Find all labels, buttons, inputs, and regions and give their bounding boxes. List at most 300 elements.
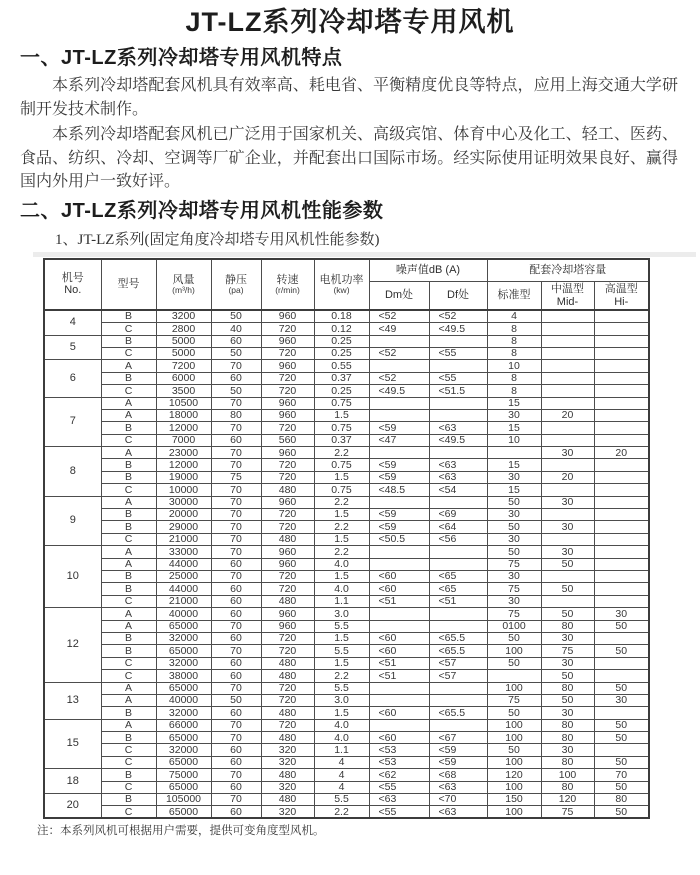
noise-dm-cell: <51 bbox=[369, 670, 429, 682]
model-cell: B bbox=[101, 422, 156, 434]
capacity-standard-cell: 8 bbox=[487, 323, 541, 335]
capacity-standard-cell bbox=[487, 670, 541, 682]
col-header-capacity-hi bbox=[594, 282, 649, 311]
airflow-cell: 65000 bbox=[156, 781, 211, 793]
noise-df-cell bbox=[429, 608, 487, 620]
speed-cell: 960 bbox=[261, 608, 314, 620]
col-header-capacity-standard: 标准型 bbox=[487, 282, 541, 311]
section2-heading: 二、JT-LZ系列冷却塔专用风机性能参数 bbox=[20, 199, 384, 222]
static-pressure-cell: 70 bbox=[211, 360, 261, 372]
capacity-mid-cell bbox=[541, 595, 594, 607]
noise-df-cell: <52 bbox=[429, 310, 487, 322]
capacity-standard-cell: 8 bbox=[487, 347, 541, 359]
model-cell: C bbox=[101, 657, 156, 669]
table-row bbox=[44, 422, 649, 434]
speed-cell: 480 bbox=[261, 484, 314, 496]
motor-power-cell: 3.0 bbox=[314, 608, 369, 620]
table-row bbox=[44, 719, 649, 731]
speed-cell: 960 bbox=[261, 335, 314, 347]
airflow-cell: 2800 bbox=[156, 323, 211, 335]
static-pressure-cell: 60 bbox=[211, 335, 261, 347]
motor-power-cell: 4 bbox=[314, 781, 369, 793]
noise-dm-cell: <59 bbox=[369, 521, 429, 533]
airflow-cell: 33000 bbox=[156, 546, 211, 558]
model-cell: C bbox=[101, 323, 156, 335]
noise-df-cell bbox=[429, 719, 487, 731]
capacity-mid-cell: 30 bbox=[541, 521, 594, 533]
table-caption: 1、JT-LZ系列(固定角度冷却塔专用风机性能参数) bbox=[55, 231, 380, 248]
motor-power-cell: 2.2 bbox=[314, 670, 369, 682]
noise-df-cell: <63 bbox=[429, 422, 487, 434]
table-row bbox=[44, 397, 649, 409]
capacity-standard-cell: 75 bbox=[487, 608, 541, 620]
speed-cell: 720 bbox=[261, 583, 314, 595]
airflow-cell: 38000 bbox=[156, 670, 211, 682]
table-row bbox=[44, 707, 649, 719]
static-pressure-cell: 70 bbox=[211, 719, 261, 731]
machine-no-cell: 20 bbox=[44, 794, 101, 819]
noise-df-cell: <69 bbox=[429, 509, 487, 521]
airflow-cell: 30000 bbox=[156, 496, 211, 508]
capacity-hi-cell bbox=[594, 409, 649, 421]
capacity-standard-cell: 30 bbox=[487, 471, 541, 483]
table-row bbox=[44, 447, 649, 459]
table-header-row-1 bbox=[44, 259, 649, 282]
capacity-hi-cell: 50 bbox=[594, 756, 649, 768]
noise-df-cell: <65 bbox=[429, 583, 487, 595]
capacity-hi-cell: 30 bbox=[594, 608, 649, 620]
table-row bbox=[44, 471, 649, 483]
model-cell: C bbox=[101, 756, 156, 768]
static-pressure-cell: 60 bbox=[211, 806, 261, 818]
col-header-machine-no-cn: 机号 bbox=[61, 271, 84, 284]
capacity-hi-cell bbox=[594, 471, 649, 483]
model-cell: A bbox=[101, 620, 156, 632]
model-cell: B bbox=[101, 509, 156, 521]
airflow-cell: 105000 bbox=[156, 794, 211, 806]
static-pressure-cell: 70 bbox=[211, 682, 261, 694]
model-cell: C bbox=[101, 744, 156, 756]
noise-dm-cell bbox=[369, 360, 429, 372]
motor-power-cell: 0.75 bbox=[314, 397, 369, 409]
noise-dm-cell: <62 bbox=[369, 769, 429, 781]
static-pressure-cell: 70 bbox=[211, 484, 261, 496]
motor-power-cell: 1.5 bbox=[314, 707, 369, 719]
table-row bbox=[44, 657, 649, 669]
noise-dm-cell bbox=[369, 397, 429, 409]
noise-df-cell: <65 bbox=[429, 570, 487, 582]
capacity-hi-cell bbox=[594, 360, 649, 372]
static-pressure-cell: 60 bbox=[211, 657, 261, 669]
col-header-noise-dm: Dm处 bbox=[369, 282, 429, 311]
noise-df-cell: <63 bbox=[429, 459, 487, 471]
airflow-cell: 40000 bbox=[156, 608, 211, 620]
capacity-mid-cell: 80 bbox=[541, 682, 594, 694]
table-row bbox=[44, 595, 649, 607]
capacity-standard-cell: 50 bbox=[487, 521, 541, 533]
noise-dm-cell: <50.5 bbox=[369, 533, 429, 545]
capacity-hi-cell bbox=[594, 509, 649, 521]
table-row bbox=[44, 533, 649, 545]
table-row bbox=[44, 310, 649, 322]
model-cell: A bbox=[101, 558, 156, 570]
noise-dm-cell: <60 bbox=[369, 583, 429, 595]
motor-power-cell: 4.0 bbox=[314, 719, 369, 731]
model-cell: B bbox=[101, 794, 156, 806]
noise-df-cell: <65.5 bbox=[429, 707, 487, 719]
capacity-hi-cell bbox=[594, 707, 649, 719]
airflow-cell: 25000 bbox=[156, 570, 211, 582]
capacity-standard-cell bbox=[487, 447, 541, 459]
motor-power-cell: 1.5 bbox=[314, 657, 369, 669]
col-header-capacity-mid-en: Mid- bbox=[556, 295, 579, 308]
speed-cell: 720 bbox=[261, 422, 314, 434]
static-pressure-cell: 70 bbox=[211, 496, 261, 508]
col-header-model: 型号 bbox=[101, 259, 156, 311]
model-cell: B bbox=[101, 335, 156, 347]
noise-df-cell: <65.5 bbox=[429, 645, 487, 657]
capacity-standard-cell: 10 bbox=[487, 434, 541, 446]
capacity-mid-cell bbox=[541, 509, 594, 521]
motor-power-cell: 0.25 bbox=[314, 385, 369, 397]
static-pressure-cell: 70 bbox=[211, 521, 261, 533]
capacity-hi-cell bbox=[594, 484, 649, 496]
static-pressure-cell: 70 bbox=[211, 620, 261, 632]
noise-df-cell bbox=[429, 558, 487, 570]
motor-power-cell: 1.5 bbox=[314, 570, 369, 582]
noise-dm-cell: <55 bbox=[369, 781, 429, 793]
machine-no-cell: 9 bbox=[44, 496, 101, 546]
speed-cell: 960 bbox=[261, 360, 314, 372]
table-row bbox=[44, 385, 649, 397]
capacity-hi-cell: 80 bbox=[594, 794, 649, 806]
airflow-cell: 3500 bbox=[156, 385, 211, 397]
static-pressure-cell: 80 bbox=[211, 409, 261, 421]
machine-no-cell: 18 bbox=[44, 769, 101, 794]
paragraph-features-1: 本系列冷却塔配套风机具有效率高、耗电省、平衡精度优良等特点，应用上海交通大学研制开发技术制作。 bbox=[20, 77, 678, 118]
capacity-hi-cell bbox=[594, 496, 649, 508]
speed-cell: 960 bbox=[261, 620, 314, 632]
airflow-cell: 10000 bbox=[156, 484, 211, 496]
capacity-standard-cell: 100 bbox=[487, 806, 541, 818]
noise-dm-cell bbox=[369, 620, 429, 632]
capacity-hi-cell bbox=[594, 583, 649, 595]
static-pressure-cell: 70 bbox=[211, 533, 261, 545]
col-header-airflow bbox=[156, 259, 211, 311]
capacity-mid-cell: 30 bbox=[541, 632, 594, 644]
model-cell: B bbox=[101, 372, 156, 384]
airflow-cell: 65000 bbox=[156, 756, 211, 768]
noise-dm-cell bbox=[369, 546, 429, 558]
capacity-standard-cell: 30 bbox=[487, 570, 541, 582]
col-header-motor-power-unit: (kw) bbox=[333, 285, 350, 296]
scan-artifact-band bbox=[33, 252, 696, 257]
airflow-cell: 12000 bbox=[156, 422, 211, 434]
noise-df-cell: <55 bbox=[429, 347, 487, 359]
capacity-standard-cell: 150 bbox=[487, 794, 541, 806]
col-header-capacity-group: 配套冷却塔容量 bbox=[487, 259, 649, 282]
noise-dm-cell bbox=[369, 409, 429, 421]
speed-cell: 960 bbox=[261, 447, 314, 459]
table-row bbox=[44, 769, 649, 781]
capacity-mid-cell: 120 bbox=[541, 794, 594, 806]
model-cell: C bbox=[101, 347, 156, 359]
col-header-static-pressure bbox=[211, 259, 261, 311]
model-cell: B bbox=[101, 459, 156, 471]
motor-power-cell: 4 bbox=[314, 756, 369, 768]
model-cell: B bbox=[101, 570, 156, 582]
noise-dm-cell: <60 bbox=[369, 732, 429, 744]
static-pressure-cell: 70 bbox=[211, 546, 261, 558]
model-cell: A bbox=[101, 397, 156, 409]
capacity-hi-cell: 50 bbox=[594, 645, 649, 657]
col-header-static-pressure-unit: (pa) bbox=[228, 285, 244, 296]
capacity-hi-cell bbox=[594, 434, 649, 446]
capacity-mid-cell: 20 bbox=[541, 409, 594, 421]
static-pressure-cell: 60 bbox=[211, 434, 261, 446]
machine-no-cell: 7 bbox=[44, 397, 101, 447]
airflow-cell: 32000 bbox=[156, 632, 211, 644]
noise-dm-cell: <60 bbox=[369, 632, 429, 644]
noise-df-cell: <67 bbox=[429, 732, 487, 744]
model-cell: B bbox=[101, 707, 156, 719]
speed-cell: 960 bbox=[261, 397, 314, 409]
noise-df-cell bbox=[429, 546, 487, 558]
col-header-motor-power bbox=[314, 259, 369, 311]
capacity-mid-cell: 50 bbox=[541, 558, 594, 570]
capacity-standard-cell: 100 bbox=[487, 682, 541, 694]
table-row bbox=[44, 645, 649, 657]
capacity-hi-cell bbox=[594, 422, 649, 434]
static-pressure-cell: 70 bbox=[211, 794, 261, 806]
motor-power-cell: 4.0 bbox=[314, 583, 369, 595]
airflow-cell: 19000 bbox=[156, 471, 211, 483]
capacity-hi-cell bbox=[594, 385, 649, 397]
noise-df-cell bbox=[429, 409, 487, 421]
model-cell: A bbox=[101, 719, 156, 731]
speed-cell: 560 bbox=[261, 434, 314, 446]
capacity-hi-cell bbox=[594, 323, 649, 335]
capacity-mid-cell bbox=[541, 422, 594, 434]
capacity-standard-cell: 75 bbox=[487, 694, 541, 706]
speed-cell: 480 bbox=[261, 657, 314, 669]
speed-cell: 720 bbox=[261, 347, 314, 359]
table-row bbox=[44, 670, 649, 682]
capacity-standard-cell: 100 bbox=[487, 781, 541, 793]
airflow-cell: 65000 bbox=[156, 806, 211, 818]
airflow-cell: 5000 bbox=[156, 347, 211, 359]
motor-power-cell: 2.2 bbox=[314, 546, 369, 558]
capacity-mid-cell bbox=[541, 323, 594, 335]
table-row bbox=[44, 632, 649, 644]
airflow-cell: 7200 bbox=[156, 360, 211, 372]
noise-dm-cell bbox=[369, 719, 429, 731]
capacity-standard-cell: 30 bbox=[487, 595, 541, 607]
speed-cell: 320 bbox=[261, 781, 314, 793]
motor-power-cell: 5.5 bbox=[314, 620, 369, 632]
model-cell: A bbox=[101, 360, 156, 372]
table-row bbox=[44, 608, 649, 620]
static-pressure-cell: 70 bbox=[211, 397, 261, 409]
static-pressure-cell: 60 bbox=[211, 632, 261, 644]
noise-df-cell: <63 bbox=[429, 806, 487, 818]
speed-cell: 960 bbox=[261, 310, 314, 322]
capacity-mid-cell bbox=[541, 484, 594, 496]
motor-power-cell: 2.2 bbox=[314, 521, 369, 533]
speed-cell: 720 bbox=[261, 682, 314, 694]
capacity-mid-cell: 20 bbox=[541, 471, 594, 483]
noise-df-cell: <70 bbox=[429, 794, 487, 806]
capacity-mid-cell: 30 bbox=[541, 657, 594, 669]
speed-cell: 480 bbox=[261, 595, 314, 607]
col-header-machine-no-en: No. bbox=[64, 284, 82, 297]
noise-df-cell bbox=[429, 397, 487, 409]
table-row bbox=[44, 323, 649, 335]
col-header-static-pressure-label: 静压 bbox=[225, 273, 247, 286]
capacity-mid-cell bbox=[541, 459, 594, 471]
capacity-mid-cell bbox=[541, 533, 594, 545]
motor-power-cell: 0.75 bbox=[314, 422, 369, 434]
airflow-cell: 40000 bbox=[156, 694, 211, 706]
capacity-hi-cell bbox=[594, 744, 649, 756]
noise-df-cell bbox=[429, 447, 487, 459]
capacity-mid-cell: 30 bbox=[541, 546, 594, 558]
noise-df-cell: <57 bbox=[429, 657, 487, 669]
noise-dm-cell bbox=[369, 496, 429, 508]
model-cell: A bbox=[101, 496, 156, 508]
static-pressure-cell: 50 bbox=[211, 310, 261, 322]
capacity-hi-cell bbox=[594, 310, 649, 322]
capacity-standard-cell: 100 bbox=[487, 732, 541, 744]
machine-no-cell: 12 bbox=[44, 608, 101, 682]
static-pressure-cell: 70 bbox=[211, 769, 261, 781]
model-cell: C bbox=[101, 595, 156, 607]
table-body bbox=[44, 310, 649, 818]
model-cell: A bbox=[101, 546, 156, 558]
speed-cell: 720 bbox=[261, 719, 314, 731]
table-row bbox=[44, 521, 649, 533]
model-cell: C bbox=[101, 385, 156, 397]
capacity-hi-cell bbox=[594, 670, 649, 682]
noise-dm-cell: <47 bbox=[369, 434, 429, 446]
motor-power-cell: 0.18 bbox=[314, 310, 369, 322]
capacity-standard-cell: 50 bbox=[487, 546, 541, 558]
airflow-cell: 65000 bbox=[156, 682, 211, 694]
capacity-hi-cell bbox=[594, 558, 649, 570]
capacity-hi-cell: 20 bbox=[594, 447, 649, 459]
noise-df-cell: <51.5 bbox=[429, 385, 487, 397]
capacity-mid-cell: 30 bbox=[541, 744, 594, 756]
capacity-mid-cell: 75 bbox=[541, 806, 594, 818]
speed-cell: 480 bbox=[261, 794, 314, 806]
motor-power-cell: 2.2 bbox=[314, 447, 369, 459]
speed-cell: 720 bbox=[261, 509, 314, 521]
noise-df-cell: <56 bbox=[429, 533, 487, 545]
model-cell: A bbox=[101, 682, 156, 694]
noise-df-cell: <57 bbox=[429, 670, 487, 682]
capacity-mid-cell: 30 bbox=[541, 707, 594, 719]
model-cell: C bbox=[101, 781, 156, 793]
table-row bbox=[44, 409, 649, 421]
table-row bbox=[44, 360, 649, 372]
capacity-hi-cell: 50 bbox=[594, 806, 649, 818]
motor-power-cell: 0.75 bbox=[314, 484, 369, 496]
motor-power-cell: 0.25 bbox=[314, 347, 369, 359]
static-pressure-cell: 50 bbox=[211, 385, 261, 397]
speed-cell: 480 bbox=[261, 732, 314, 744]
capacity-standard-cell: 100 bbox=[487, 756, 541, 768]
motor-power-cell: 4.0 bbox=[314, 732, 369, 744]
noise-dm-cell: <59 bbox=[369, 459, 429, 471]
airflow-cell: 65000 bbox=[156, 645, 211, 657]
noise-df-cell: <59 bbox=[429, 744, 487, 756]
table-row bbox=[44, 496, 649, 508]
col-header-noise-group: 噪声值dB (A) bbox=[369, 259, 487, 282]
motor-power-cell: 2.2 bbox=[314, 496, 369, 508]
capacity-mid-cell: 80 bbox=[541, 620, 594, 632]
model-cell: C bbox=[101, 670, 156, 682]
col-header-noise-df: Df处 bbox=[429, 282, 487, 311]
capacity-hi-cell: 70 bbox=[594, 769, 649, 781]
airflow-cell: 7000 bbox=[156, 434, 211, 446]
capacity-hi-cell bbox=[594, 533, 649, 545]
col-header-airflow-unit: (m³/h) bbox=[172, 285, 195, 296]
capacity-mid-cell: 100 bbox=[541, 769, 594, 781]
speed-cell: 720 bbox=[261, 570, 314, 582]
capacity-standard-cell: 8 bbox=[487, 335, 541, 347]
airflow-cell: 29000 bbox=[156, 521, 211, 533]
capacity-hi-cell bbox=[594, 546, 649, 558]
airflow-cell: 21000 bbox=[156, 595, 211, 607]
noise-df-cell: <68 bbox=[429, 769, 487, 781]
col-header-capacity-mid bbox=[541, 282, 594, 311]
noise-dm-cell: <60 bbox=[369, 645, 429, 657]
noise-df-cell: <65.5 bbox=[429, 632, 487, 644]
machine-no-cell: 4 bbox=[44, 310, 101, 335]
capacity-standard-cell: 4 bbox=[487, 310, 541, 322]
speed-cell: 320 bbox=[261, 744, 314, 756]
noise-df-cell: <51 bbox=[429, 595, 487, 607]
model-cell: B bbox=[101, 645, 156, 657]
capacity-mid-cell bbox=[541, 385, 594, 397]
motor-power-cell: 5.5 bbox=[314, 794, 369, 806]
noise-dm-cell: <63 bbox=[369, 794, 429, 806]
table-row bbox=[44, 484, 649, 496]
static-pressure-cell: 50 bbox=[211, 694, 261, 706]
capacity-standard-cell: 120 bbox=[487, 769, 541, 781]
capacity-hi-cell: 50 bbox=[594, 620, 649, 632]
capacity-mid-cell: 80 bbox=[541, 719, 594, 731]
noise-df-cell: <59 bbox=[429, 756, 487, 768]
table-row bbox=[44, 756, 649, 768]
capacity-hi-cell bbox=[594, 632, 649, 644]
capacity-mid-cell: 80 bbox=[541, 756, 594, 768]
motor-power-cell: 0.37 bbox=[314, 434, 369, 446]
table-row bbox=[44, 546, 649, 558]
model-cell: C bbox=[101, 484, 156, 496]
static-pressure-cell: 75 bbox=[211, 471, 261, 483]
noise-dm-cell bbox=[369, 335, 429, 347]
speed-cell: 960 bbox=[261, 496, 314, 508]
capacity-hi-cell bbox=[594, 372, 649, 384]
model-cell: B bbox=[101, 310, 156, 322]
capacity-hi-cell bbox=[594, 347, 649, 359]
speed-cell: 720 bbox=[261, 323, 314, 335]
section1-heading: 一、JT-LZ系列冷却塔专用风机特点 bbox=[20, 47, 343, 69]
speed-cell: 720 bbox=[261, 459, 314, 471]
noise-dm-cell: <51 bbox=[369, 595, 429, 607]
airflow-cell: 65000 bbox=[156, 620, 211, 632]
